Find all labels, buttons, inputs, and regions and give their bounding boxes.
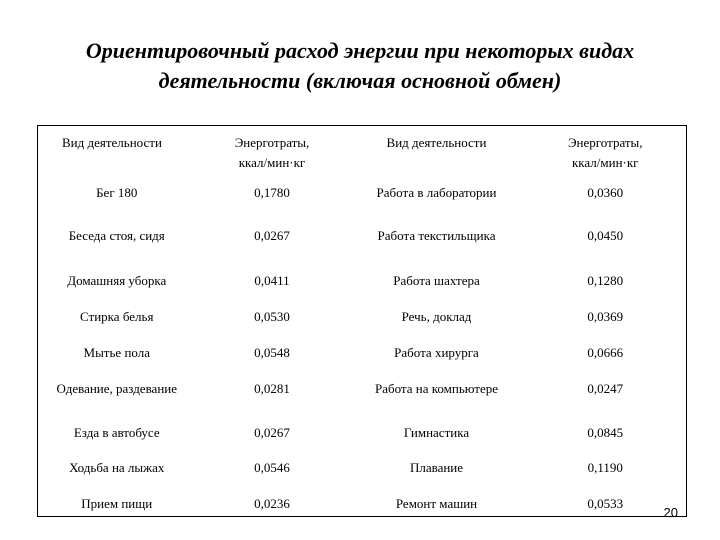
table-row [38, 300, 687, 336]
activity-cell: Работа на компьютере [374, 380, 499, 396]
energy-value-cell: 0,0546 [254, 459, 290, 475]
header-activity-1 [38, 126, 196, 176]
energy-value-cell: 0,0236 [254, 495, 290, 511]
activity-cell: Ремонт машин [395, 495, 478, 511]
energy-value-cell: 0,1280 [587, 272, 624, 288]
energy-value-cell: 0,0281 [254, 380, 290, 396]
energy-value-cell: 0,0533 [587, 495, 624, 511]
activity-cell: Беседа стоя, сидя [68, 227, 165, 243]
energy-value-cell: 0,0548 [254, 344, 290, 360]
energy-value-cell: 0,0267 [254, 227, 290, 243]
activity-cell: Речь, доклад [401, 308, 472, 324]
header-energy-2 [525, 126, 687, 176]
header-label: Энерготраты, [567, 135, 643, 150]
slide-title [0, 36, 720, 96]
energy-value-cell: 0,1190 [587, 459, 623, 475]
activity-cell: Работа в лаборатории [376, 184, 497, 200]
header-label: Вид деятельности [62, 135, 162, 150]
activity-cell: Езда в автобусе [73, 424, 160, 440]
title-line-2: деятельности (включая основной обмен) [158, 68, 562, 93]
table-header-row [38, 126, 687, 176]
energy-value-cell: 0,0360 [587, 184, 624, 200]
activity-cell: Мытье пола [83, 344, 150, 360]
energy-value-cell: 0,0845 [587, 424, 624, 440]
activity-cell: Домашняя уборка [67, 272, 167, 288]
activity-cell: Гимнастика [403, 424, 470, 440]
activity-cell: Плавание [409, 459, 464, 475]
energy-value-cell: 0,0411 [254, 272, 290, 288]
energy-value-cell: 0,0530 [254, 308, 290, 324]
activity-cell: Работа шахтера [393, 272, 480, 288]
header-label: Энерготраты, [234, 135, 310, 150]
page-number: 20 [663, 505, 678, 520]
energy-value-cell: 0,0267 [254, 424, 290, 440]
title-line-1: Ориентировочный расход энергии при некоторых видах [85, 38, 635, 63]
activity-cell: Стирка белья [80, 308, 154, 324]
energy-value-cell: 0,0247 [587, 380, 624, 396]
activity-cell: Бег 180 [96, 184, 138, 200]
table-row [38, 451, 687, 487]
activity-cell: Работа текстильщика [377, 227, 496, 243]
energy-value-cell: 0,1780 [254, 184, 290, 200]
table-row [38, 336, 687, 372]
header-unit: ккал/мин·кг [571, 155, 639, 170]
header-energy-1 [196, 126, 349, 176]
energy-value-cell: 0,0666 [587, 344, 624, 360]
table-row [38, 372, 687, 416]
activity-cell: Прием пищи [81, 495, 153, 511]
activity-cell: Работа хирурга [394, 344, 479, 360]
table-row [38, 219, 687, 264]
activity-cell: Ходьба на лыжах [69, 459, 165, 475]
energy-value-cell: 0,0369 [587, 308, 624, 324]
energy-expenditure-table [37, 125, 687, 517]
header-activity-2 [349, 126, 525, 176]
energy-value-cell: 0,0450 [587, 227, 624, 243]
table-row [38, 264, 687, 300]
activity-cell: Одевание, раздевание [56, 380, 177, 396]
table-row [38, 416, 687, 451]
header-unit: ккал/мин·кг [238, 155, 306, 170]
table-row [38, 176, 687, 219]
header-label: Вид деятельности [386, 135, 487, 150]
table-row [38, 487, 687, 517]
